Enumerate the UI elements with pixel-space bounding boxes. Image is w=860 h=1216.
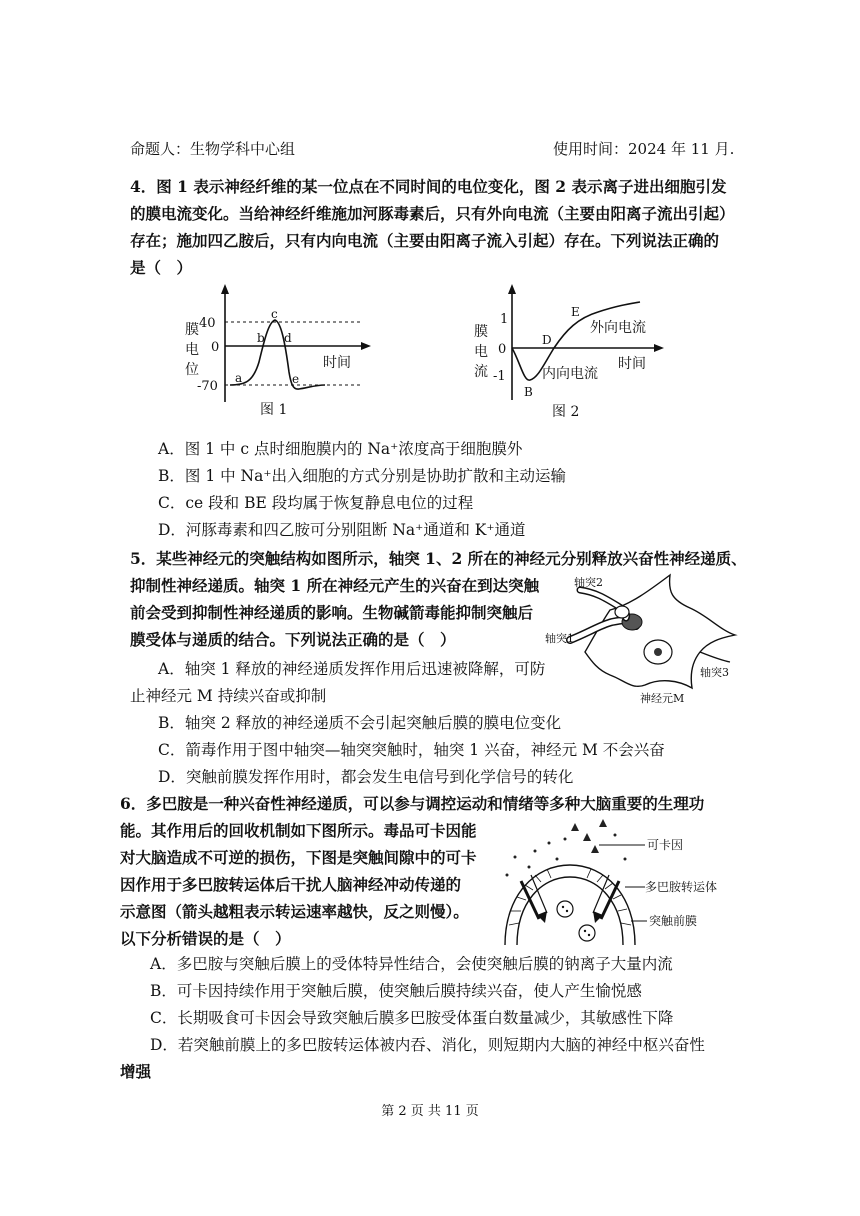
fig2-xlabel: 时间: [618, 356, 646, 372]
fig2-point-B: B: [524, 385, 533, 399]
q6-option-b: B．可卡因持续作用于突触后膜，使突触后膜持续兴奋，使人产生愉悦感: [150, 982, 642, 1000]
fig2-outward-label: 外向电流: [590, 320, 646, 336]
fig1-point-a: a: [235, 371, 243, 385]
q4-stem-line-4: 是（ ）: [130, 258, 193, 277]
q4-stem-line-1: 4．图 1 表示神经纤维的某一位点在不同时间的电位变化，图 2 表示离子进出细胞引发: [130, 177, 727, 196]
q4-option-c: C．ce 段和 BE 段均属于恢复静息电位的过程: [158, 494, 474, 512]
fig1-xlabel: 时间: [323, 355, 351, 371]
fig1-tick-m70: -70: [197, 379, 218, 394]
q5-option-b: B．轴突 2 释放的神经递质不会引起突触后膜的膜电位变化: [158, 714, 562, 732]
q6-stem-line-2: 能。其作用后的回收机制如下图所示。毒品可卡因能: [120, 821, 477, 840]
q4-option-a: A．图 1 中 c 点时细胞膜内的 Na⁺浓度高于细胞膜外: [158, 440, 523, 458]
fig1-caption: 图 1: [260, 402, 288, 418]
header-time: 使用时间：2024 年 11 月.: [553, 140, 735, 158]
q4-option-b: B．图 1 中 Na⁺出入细胞的方式分别是协助扩散和主动运输: [158, 467, 567, 485]
q6-option-d-line-2: 增强: [120, 1062, 152, 1081]
fig2-point-E: E: [571, 305, 580, 319]
q5-stem-line-3: 前会受到抑制性神经递质的影响。生物碱箭毒能抑制突触后: [130, 603, 534, 622]
fig1-point-d: d: [284, 331, 292, 345]
label-neuron-m: 神经元M: [640, 692, 685, 705]
fig1-tick-40: 40: [199, 316, 216, 331]
fig1-point-b: b: [257, 331, 265, 345]
fig1-ylabel-1: 膜: [185, 322, 199, 338]
q4-stem-line-2: 的膜电流变化。当给神经纤维施加河豚毒素后，只有外向电流（主要由阳离子流出引起）: [130, 204, 735, 223]
fig2-ylabel-3: 流: [474, 364, 488, 380]
label-presynaptic-membrane: 突触前膜: [649, 914, 698, 928]
q4-option-d: D．河豚毒素和四乙胺可分别阻断 Na⁺通道和 K⁺通道: [158, 521, 526, 539]
q6-stem-line-3: 对大脑造成不可逆的损伤，下图是突触间隙中的可卡: [120, 848, 477, 867]
q4-stem-line-3: 存在；施加四乙胺后，只有内向电流（主要由阳离子流入引起）存在。下列说法正确的: [130, 231, 720, 250]
figure-2-membrane-current: [468, 282, 668, 424]
label-axon-3: 轴突3: [700, 666, 729, 679]
fig2-ylabel-2: 电: [474, 344, 488, 360]
q5-stem-line-1: 5．某些神经元的突触结构如图所示，轴突 1、2 所在的神经元分别释放兴奋性神经递质、: [130, 549, 747, 568]
q5-option-d: D．突触前膜发挥作用时，都会发生电信号到化学信号的转化: [158, 768, 574, 786]
label-dopamine-transporter: 多巴胺转运体: [645, 880, 718, 894]
label-axon-2: 轴突2: [574, 576, 603, 589]
fig2-point-D: D: [542, 333, 552, 347]
label-axon-1: 轴突1: [545, 632, 574, 645]
label-cocaine: 可卡因: [647, 838, 684, 852]
q6-stem-line-5: 示意图（箭头越粗表示转运速率越快，反之则慢）。: [120, 902, 469, 921]
q6-option-a: A．多巴胺与突触后膜上的受体特异性结合，会使突触后膜的钠离子大量内流: [150, 955, 673, 973]
fig2-tick-0: 0: [498, 342, 507, 357]
q5-option-c: C．箭毒作用于图中轴突—轴突突触时，轴突 1 兴奋，神经元 M 不会兴奋: [158, 741, 665, 759]
q5-option-a-line-1: A．轴突 1 释放的神经递质发挥作用后迅速被降解，可防: [158, 660, 546, 678]
fig1-ylabel-2: 电: [185, 342, 199, 358]
fig1-point-e: e: [292, 372, 300, 386]
figure-dopamine-transporter: [495, 815, 735, 955]
fig1-point-c: c: [271, 307, 278, 321]
fig1-ylabel-3: 位: [185, 362, 199, 378]
q6-option-d-line-1: D．若突触前膜上的多巴胺转运体被内吞、消化，则短期内大脑的神经中枢兴奋性: [150, 1036, 705, 1054]
q5-stem-line-2: 抑制性神经递质。轴突 1 所在神经元产生的兴奋在到达突触: [130, 576, 540, 595]
header-author: 命题人：生物学科中心组: [130, 140, 296, 158]
q6-stem-line-6: 以下分析错误的是（ ）: [120, 929, 291, 948]
q5-stem-line-4: 膜受体与递质的结合。下列说法正确的是（ ）: [130, 630, 456, 649]
q6-stem-line-4: 因作用于多巴胺转运体后干扰人脑神经冲动传递的: [120, 875, 462, 894]
figure-1-membrane-potential: [175, 282, 375, 424]
fig1-tick-0: 0: [211, 340, 220, 355]
fig2-ylabel-1: 膜: [474, 324, 488, 340]
fig2-inward-label: 内向电流: [542, 366, 598, 382]
figure-neuron-synapse: [540, 570, 740, 710]
q6-option-c: C．长期吸食可卡因会导致突触后膜多巴胺受体蛋白数量减少，其敏感性下降: [150, 1009, 674, 1027]
fig2-tick-1: 1: [500, 312, 509, 327]
q6-stem-line-1: 6．多巴胺是一种兴奋性神经递质，可以参与调控运动和情绪等多种大脑重要的生理功: [120, 794, 705, 813]
fig2-caption: 图 2: [552, 404, 580, 420]
q5-option-a-line-2: 止神经元 M 持续兴奋或抑制: [130, 687, 327, 705]
fig2-tick-m1: -1: [493, 369, 506, 384]
page-footer: 第 2 页 共 11 页: [381, 1104, 479, 1119]
